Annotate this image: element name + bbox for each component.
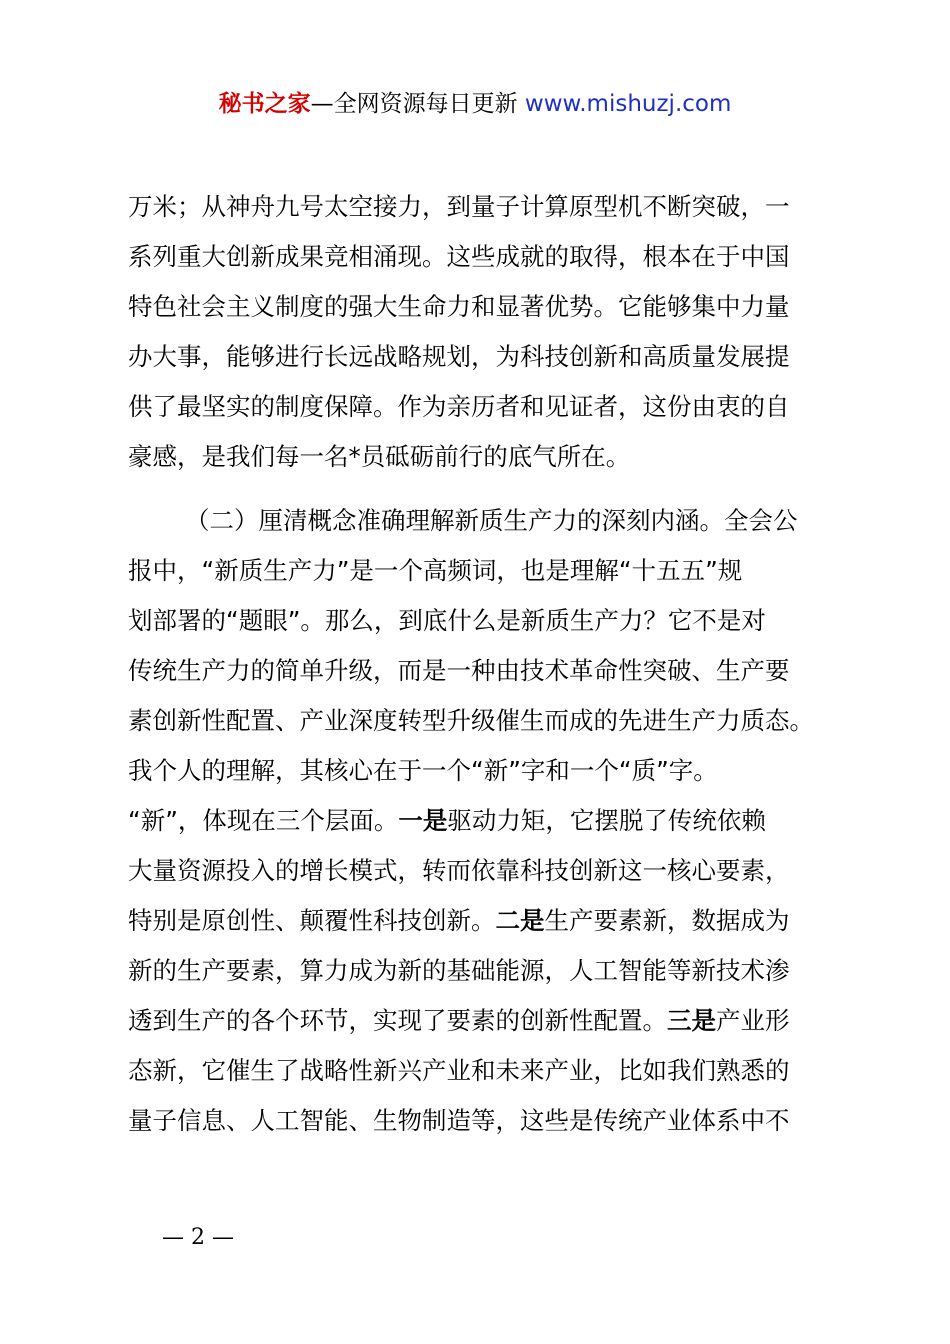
text-line: 报中，“新质生产力”是一个高频词，也是理解“十五五”规 (128, 556, 743, 585)
section-heading-line: （二）厘清概念准确理解新质生产力的深刻内涵。全会公 (185, 506, 798, 535)
text-segment: 驱动力矩，它摆脱了传统依赖 (447, 806, 766, 835)
bold-marker-three: 三是 (667, 1006, 716, 1035)
site-url[interactable]: www.mishuzj.com (524, 91, 732, 117)
text-line: 划部署的“题眼”。那么，到底什么是新质生产力？它不是对 (128, 606, 766, 635)
text-line: 万米；从神舟九号太空接力，到量子计算原型机不断突破，一 (128, 192, 790, 221)
header-tagline: —全网资源每日更新 (310, 91, 518, 117)
text-line (128, 896, 838, 946)
page-header (0, 84, 950, 124)
text-segment: 透到生产的各个环节，实现了要素的创新性配置。 (128, 1006, 667, 1035)
text-line: 特色社会主义制度的强大生命力和显著优势。它能够集中力量 (128, 292, 790, 321)
bold-marker-one: 一是 (398, 806, 448, 835)
text-line: 供了最坚实的制度保障。作为亲历者和见证者，这份由衷的自 (128, 392, 790, 421)
page-number: — 2 — (162, 1225, 234, 1250)
text-line (128, 796, 838, 846)
text-segment: 生产要素新，数据成为 (544, 906, 790, 935)
bold-marker-two: 二是 (495, 906, 545, 935)
text-line: 新的生产要素，算力成为新的基础能源，人工智能等新技术渗 (128, 956, 790, 985)
text-line: 豪感，是我们每一名*员砥砺前行的底气所在。 (128, 442, 631, 471)
text-segment: 特别是原创性、颠覆性科技创新。 (128, 906, 496, 935)
document-body (128, 182, 838, 1146)
text-line: 素创新性配置、产业深度转型升级催生而成的先进生产力质态。 (128, 706, 814, 735)
text-line: 大量资源投入的增长模式，转而依靠科技创新这一核心要素， (128, 856, 790, 885)
text-line: 办大事，能够进行长远战略规划，为科技创新和高质量发展提 (128, 342, 790, 371)
text-line (128, 996, 838, 1046)
text-line: 我个人的理解，其核心在于一个“新”字和一个“质”字。 (128, 756, 718, 785)
text-line: 态新，它催生了战略性新兴产业和未来产业，比如我们熟悉的 (128, 1056, 790, 1085)
text-line: 系列重大创新成果竞相涌现。这些成就的取得，根本在于中国 (128, 242, 790, 271)
text-segment: 产业形 (716, 1006, 790, 1035)
text-line: 传统生产力的简单升级，而是一种由技术革命性突破、生产要 (128, 656, 790, 685)
paragraph-gap (128, 482, 838, 496)
brand-name: 秘书之家 (218, 91, 311, 117)
text-line: 量子信息、人工智能、生物制造等，这些是传统产业体系中不 (128, 1106, 790, 1135)
text-segment: “新”，体现在三个层面。 (128, 806, 399, 835)
